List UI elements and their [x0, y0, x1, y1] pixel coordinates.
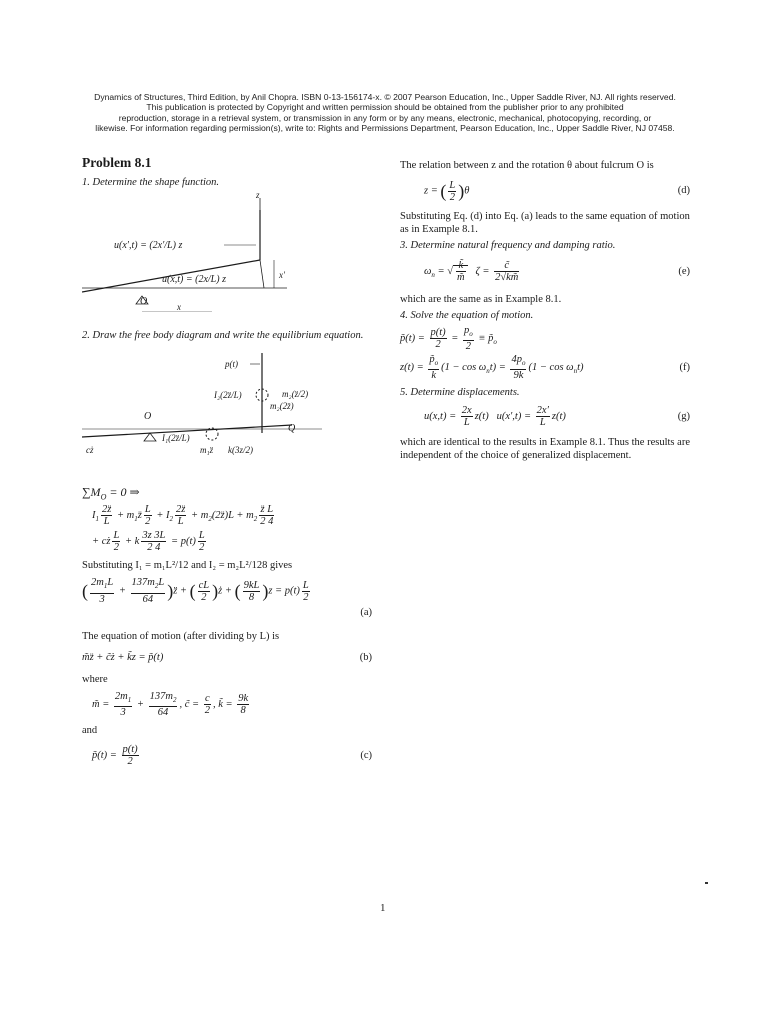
spring-force-label: k(3z/2) — [228, 445, 253, 455]
header-line: Dynamics of Structures, Third Edition, by Anil Chopra. ISBN 0-13-156174-x. © 2007 Pearson Education, Inc., Upper Saddle River, NJ. All rights reserved. — [94, 92, 676, 102]
coefficient-definitions: m̃ = $\frac{2m_1}{3}$ + $\frac{137m_2}{64}$ , c̃ = $\frac{c}{2}$ , k̃ = $\frac{9k}{8}$ — [92, 691, 249, 719]
o-label-2: O — [144, 411, 152, 422]
header-line: This publication is protected by Copyright and written permission should be obtained from the publisher prior to any prohibited — [146, 102, 624, 113]
and-text: and — [82, 725, 98, 736]
header-line: reproduction, storage in a retrieval system, or transmission in any form or by any means, electronic, mechanical, photocopying, recording, or — [118, 112, 652, 123]
copyright-header — [40, 92, 730, 134]
equation-g: u(x,t) = $\frac{2x}{L}$ z(t) u(x′,t) = $\frac{2x'}{L}$ z(t) (g) — [400, 402, 690, 432]
scan-mark — [705, 882, 708, 884]
relation-text: The relation between z and the rotation θ about fulcrum O is — [400, 160, 654, 171]
z-label: z — [256, 192, 260, 200]
equation-b: m̃z̈ + c̃ż + k̃z = p̃(t) (b) — [82, 647, 372, 669]
left-column — [82, 155, 372, 771]
equation-f-tag: (f) — [679, 362, 690, 373]
eom-intro-text: The equation of motion (after dividing by L) is — [82, 631, 280, 642]
load-equation: p̃(t) = $\frac{p(t)}{2}$ = $\frac{p_o}{2}$ ≡ $p̃_o$ — [400, 325, 497, 353]
equation-e-tag: (e) — [678, 266, 690, 277]
xprime-label: x′ — [279, 270, 285, 280]
step-1-heading: 1. Determine the shape function. — [82, 177, 220, 188]
equation-b-tag: (b) — [359, 652, 372, 663]
i1-label: I₁(2z̈/L) — [162, 433, 190, 443]
equation-f: z(t) = $\frac{p̃_o}{k̃}$ $(1 - \cos \omega_nt)$ = $\frac{4p_o}{9k}$ $(1 - \cos \omega_nt)$ (f) — [400, 354, 690, 382]
equation-a: ( $\frac{2m_1L}{3}$ + $\frac{137m_2L}{64}$ )z̈ + ( $\frac{cL}{2}$ )ż + ( $\frac{9kL}{8}$ )z = p(t) $\frac{L}{2}$ — [82, 577, 309, 605]
m2-2-label: m₂(2z̈) — [270, 401, 294, 411]
damping-force-label: cż — [86, 445, 94, 455]
same-as-text: which are the same as in Example 8.1. — [400, 294, 562, 305]
step-4-heading: 4. Solve the equation of motion. — [400, 310, 534, 321]
equation-d-tag: (d) — [677, 185, 690, 196]
equation-g-tag: (g) — [677, 411, 690, 422]
p-label: p(t) — [225, 359, 238, 369]
u-x-label: u(x,t) = (2x/L) z — [162, 274, 226, 285]
equation-c-tag: (c) — [360, 750, 372, 761]
m2-half-label: m₂(z̈/2) — [282, 389, 309, 399]
shape-function-figure — [82, 192, 372, 312]
where-text: where — [82, 674, 108, 685]
o-label: O — [140, 296, 148, 307]
header-line: likewise. For information regarding permission(s), write to: Rights and Permissions Department, Pearson Education, Inc., Upper Saddle River, NJ 07458. — [95, 123, 675, 134]
moment-equation: $\sum M_O = 0$ ⇒ $I_1$ $\frac{2z̈}{L}$ + $m_1z̈$ $\frac{L}{2}$ + $I_2$ $\frac{2z̈}{L}$ + $m_2(2z̈)L + m_2$ $\frac{z̈ L}{2 4}$ + cż $\frac{L}{2}$ + k $\frac{3z 3L}{2 4}$ = p(t) $\frac{L}{2}$ — [82, 485, 274, 554]
equation-d: z = ( $\frac{L}{2}$ )θ (d) — [400, 176, 690, 206]
free-body-diagram — [82, 347, 372, 467]
m1-label: m₁z̈ — [200, 445, 214, 455]
step-5-heading: 5. Determine displacements. — [400, 387, 520, 398]
step-3-heading: 3. Determine natural frequency and damping ratio. — [400, 240, 616, 251]
substitution-d-text: Substituting Eq. (d) into Eq. (a) leads to the same equation of motion as in Example 8.1. — [400, 211, 690, 235]
page-number: 1 — [380, 902, 386, 914]
x-label: x — [177, 302, 181, 312]
q-label: Q — [288, 423, 296, 434]
right-column — [400, 155, 690, 466]
step-2-heading: 2. Draw the free body diagram and write the equilibrium equation. — [82, 330, 364, 341]
substitution-text: Substituting I₁ = m₁L²/12 and I₂ = m₂L²/128 gives — [82, 560, 293, 571]
u-xprime-label: u(x′,t) = (2x′/L) z — [114, 240, 183, 251]
equation-a-tag: (a) — [360, 607, 372, 618]
equation-c: p̃(t) = $\frac{p(t)}{2}$ (c) — [82, 741, 372, 771]
i2-label: I₂(2z̈/L) — [214, 390, 242, 400]
conclusion-text: which are identical to the results in Example 8.1. Thus the results are independent of the choice of generalized displacement. — [400, 437, 690, 461]
problem-title: Problem 8.1 — [82, 155, 152, 170]
equation-e: $\omega_n$ = √ $\frac{k̃}{m̃}$ ζ = $\frac{c̃}{2√k̃m̃}$ (e) — [400, 255, 690, 289]
